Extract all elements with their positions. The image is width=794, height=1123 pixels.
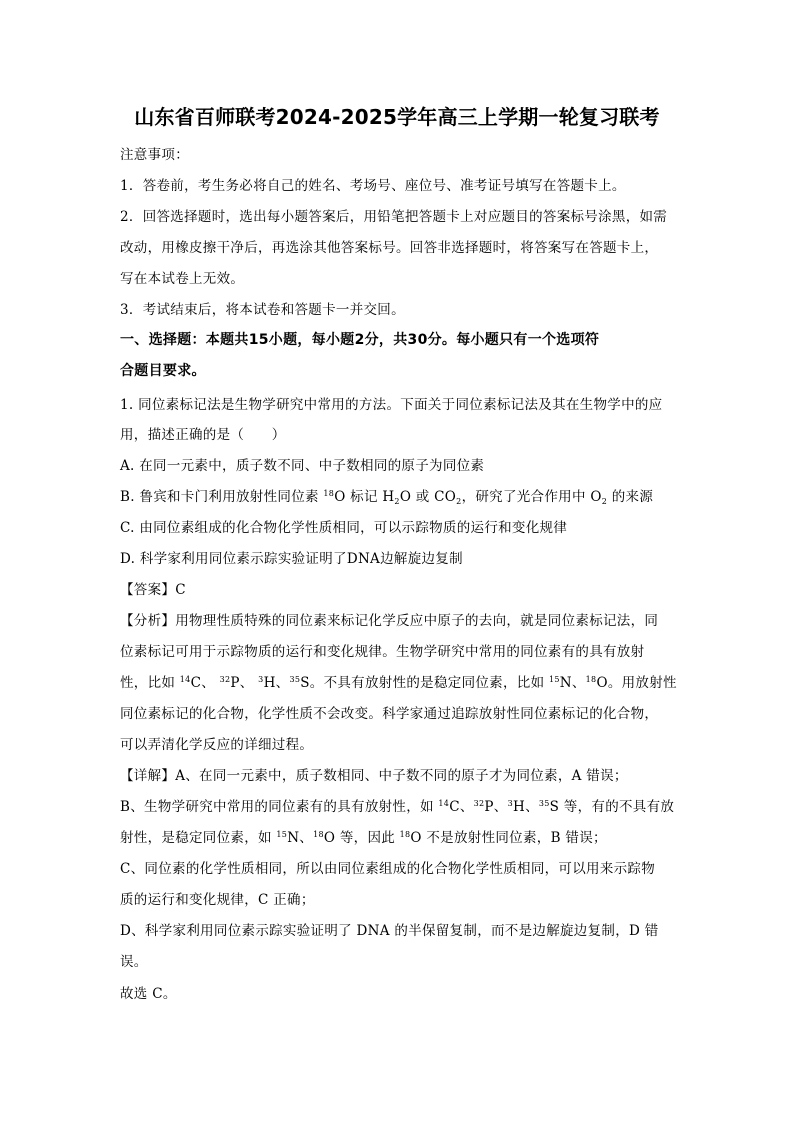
detail-line: 误。 (120, 954, 148, 970)
analysis-line: 同位素标记的化合物，化学性质不会改变。科学家通过追踪放射性同位素标记的化合物， (120, 706, 659, 722)
analysis-line: 性，比如 $^{14}$C、 $^{32}$P、 $^3$H、$^{35}$S。不具有放射性的是稳定同位素，比如 $^{15}$N、$^{18}$O。用放射性 (120, 675, 677, 691)
question-stem: 1. 同位素标记法是生物学研究中常用的方法。下面关于同位素标记法及其在生物学中的应 (120, 397, 663, 413)
option-a: A. 在同一元素中，质子数不同、中子数相同的原子为同位素 (120, 458, 485, 474)
option-b: B. 鲁宾和卡门利用放射性同位素 $^{18}$O 标记 $H_2O$ 或 $CO_2$，研究了光合作用中 $O_2$ 的来源 (120, 489, 654, 506)
analysis-line: 可以弄清化学反应的详细过程。 (120, 737, 314, 753)
notice-item-1: 1．答卷前，考生务必将自己的姓名、考场号、座位号、准考证号填写在答题卡上。 (120, 178, 626, 194)
detail-line: C、同位素的化学性质相同，所以由同位素组成的化合物化学性质相同，可以用来示踪物 (120, 861, 656, 877)
answer: 【答案】C (120, 582, 186, 598)
option-c: C. 由同位素组成的化合物化学性质相同，可以示踪物质的运行和变化规律 (120, 520, 568, 536)
detail-line: 【详解】A、在同一元素中，质子数相同、中子数不同的原子才为同位素，A 错误； (120, 768, 628, 784)
option-d: D. 科学家利用同位素示踪实验证明了DNA边解旋边复制 (120, 551, 463, 567)
analysis-line: 位素标记可用于示踪物质的运行和变化规律。生物学研究中常用的同位素有的具有放射 (120, 644, 645, 660)
notice-item-2-cont2: 写在本试卷上无效。 (120, 271, 245, 287)
analysis-line: 【分析】用物理性质特殊的同位素来标记化学反应中原子的去向，就是同位素标记法，同 (120, 613, 659, 629)
section-heading-cont: 合题目要求。 (120, 363, 206, 379)
detail-line: 射性，是稳定同位素，如 $^{15}$N、$^{18}$O 等，因此 $^{18}$O 不是放射性同位素，B 错误； (120, 830, 607, 846)
detail-line: 质的运行和变化规律，C 正确； (120, 892, 315, 908)
conclusion: 故选 C。 (120, 986, 177, 1002)
question-stem-cont: 用，描述正确的是（ ） (120, 427, 286, 443)
detail-line: B、生物学研究中常用的同位素有的具有放射性，如 $^{14}$C、$^{32}$P、$^3$H、$^{35}$S 等，有的不具有放 (120, 799, 675, 815)
detail-line: D、科学家利用同位素示踪实验证明了 DNA 的半保留复制，而不是边解旋边复制，D 错 (120, 923, 659, 939)
notice-heading: 注意事项： (120, 147, 189, 163)
notice-item-3: 3．考试结束后，将本试卷和答题卡一并交回。 (120, 302, 405, 318)
notice-item-2: 2．回答选择题时，选出每小题答案后，用铅笔把答题卡上对应题目的答案标号涂黑，如需 (120, 209, 668, 225)
notice-item-2-cont: 改动，用橡皮擦干净后，再选涂其他答案标号。回答非选择题时，将答案写在答题卡上， (120, 240, 659, 256)
page-title: 山东省百师联考2024-2025学年高三上学期一轮复习联考 (134, 105, 660, 129)
section-heading: 一、选择题：本题共15小题，每小题2分，共30分。每小题只有一个选项符 (120, 332, 600, 348)
